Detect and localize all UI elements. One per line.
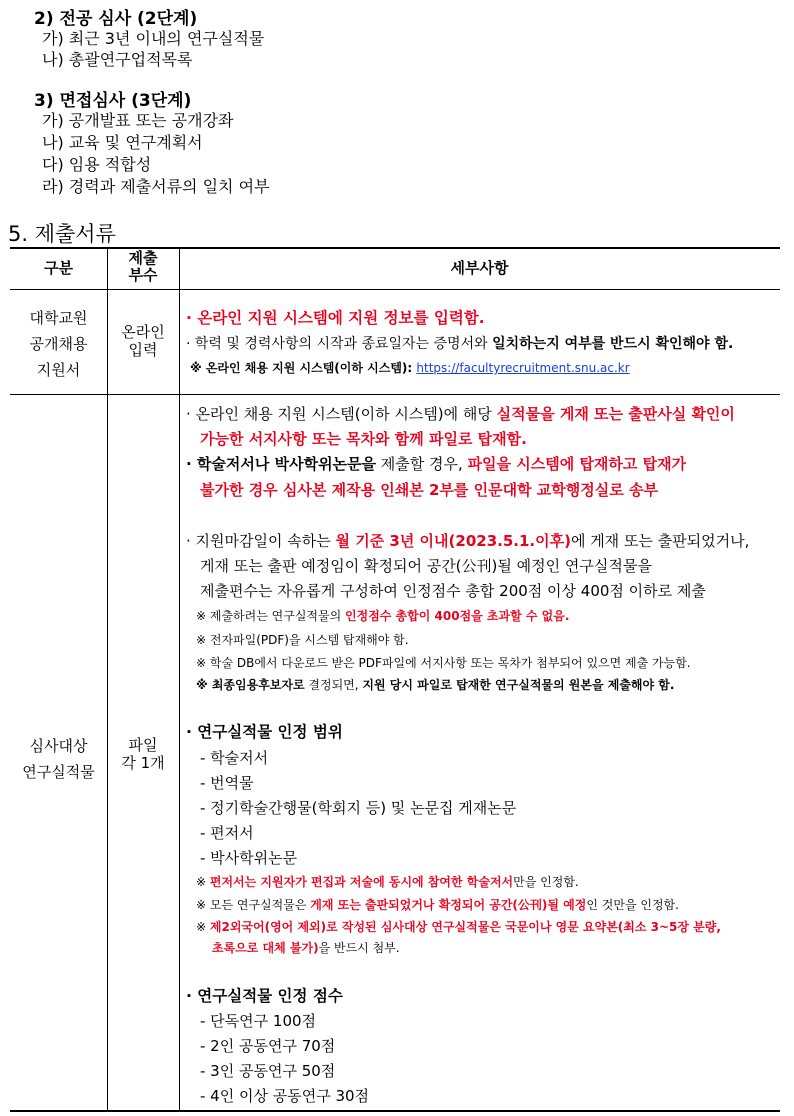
row2-kind: 심사대상 연구실적물 [22, 737, 95, 781]
table-col-divider [179, 248, 180, 1111]
list-item: - 박사학위논문 [200, 849, 298, 867]
list-item: 나) 총괄연구업적목록 [42, 50, 193, 69]
table-bottom-border [10, 1110, 780, 1112]
row2-count: 파일 각 1개 [121, 736, 165, 772]
note: ※ 편저서는 지원자가 편집과 저술에 동시에 참여한 학술저서만을 인정함. [196, 875, 579, 889]
row2-p2: · 학술저서나 박사학위논문을 제출할 경우, 파일을 시스템에 탑재하고 탑재가 [186, 455, 687, 473]
list-item: - 편저서 [200, 824, 254, 842]
section-2-title: 2) 전공 심사 (2단계) [34, 9, 198, 29]
row2-p3-cont2: 제출편수는 자유롭게 구성하여 인정점수 총합 200점 이상 400점 이하로 제출 [200, 582, 706, 600]
table-top-border [10, 247, 780, 249]
row2-p2-cont: 불가한 경우 심사본 제작용 인쇄본 2부를 인문대학 교학행정실로 송부 [200, 481, 658, 499]
recruitment-link[interactable]: https://facultyrecruitment.snu.ac.kr [416, 361, 630, 375]
note: ※ 최종임용후보자로 결정되면, 지원 당시 파일로 탑재한 연구실적물의 원본을 제출해야 함. [196, 678, 675, 692]
note: ※ 제출하려는 연구실적물의 인정점수 총합이 400점을 초과할 수 없음. [196, 609, 570, 623]
section-5-title: 5. 제출서류 [8, 222, 116, 246]
note: ※ 모든 연구실적물은 게재 또는 출판되었거나 확정되어 공간(公刊)될 예정인 것만을 인정함. [196, 898, 679, 912]
row1-count: 온라인 입력 [121, 323, 165, 359]
list-item: - 정기학술간행물(학회지 등) 및 논문집 게재논문 [200, 799, 517, 817]
table-header-divider [10, 289, 780, 290]
list-item: 가) 최근 3년 이내의 연구실적물 [42, 29, 265, 48]
row2-p3: · 지원마감일이 속하는 월 기준 3년 이내(2023.5.1.이후)에 게재 또는 출판되었거나, [186, 532, 750, 550]
table-col-divider [107, 248, 108, 1111]
row1-line1: · 온라인 지원 시스템에 지원 정보를 입력함. [186, 309, 485, 327]
list-item: 가) 공개발표 또는 공개강좌 [42, 111, 234, 130]
row1-line2: · 학력 및 경력사항의 시작과 종료일자는 증명서와 일치하는지 여부를 반드시 확인해야 함. [186, 336, 734, 352]
row1-kind: 대학교원 공개채용 지원서 [29, 309, 88, 379]
range-title: · 연구실적물 인정 범위 [186, 723, 343, 741]
list-item: 라) 경력과 제출서류의 일치 여부 [42, 177, 270, 196]
row2-p1-cont: 가능한 서지사항 또는 목차와 함께 파일로 탑재함. [200, 430, 527, 448]
note: ※ 제2외국어(영어 제외)로 작성된 심사대상 연구실적물은 국문이나 영문 요약본(최소 3~5장 분량, [196, 920, 721, 934]
header-kind: 구분 [44, 259, 73, 277]
note: ※ 학술 DB에서 다운로드 받은 PDF파일에 서지사항 또는 목차가 첨부되어 있으면 제출 가능함. [196, 656, 691, 670]
section-3-title: 3) 면접심사 (3단계) [34, 91, 192, 111]
list-item: 나) 교육 및 연구계획서 [42, 133, 203, 152]
note-cont: 초록으로 대체 불가)을 반드시 첨부. [212, 941, 400, 955]
list-item: - 3인 공동연구 50점 [200, 1062, 336, 1080]
list-item: - 단독연구 100점 [200, 1012, 317, 1030]
row2-p3-cont: 게재 또는 출판 예정임이 확정되어 공간(公刊)될 예정인 연구실적물을 [200, 557, 652, 575]
list-item: - 학술저서 [200, 749, 269, 767]
list-item: - 번역물 [200, 774, 254, 792]
row2-p1: · 온라인 채용 지원 시스템(이하 시스템)에 해당 실적물을 게재 또는 출판사실 확인이 [186, 405, 735, 423]
score-title: · 연구실적물 인정 점수 [186, 987, 343, 1005]
header-detail: 세부사항 [450, 259, 509, 277]
list-item: - 4인 이상 공동연구 30점 [200, 1087, 370, 1105]
list-item: - 2인 공동연구 70점 [200, 1037, 336, 1055]
row1-line3: ※ 온라인 채용 지원 시스템(이하 시스템): https://facultyrecruitment.snu.ac.kr [190, 361, 630, 375]
note: ※ 전자파일(PDF)을 시스템 탑재해야 함. [196, 633, 409, 647]
header-count: 제출 부수 [128, 249, 158, 284]
table-row-divider [10, 394, 780, 395]
list-item: 다) 임용 적합성 [42, 155, 152, 174]
